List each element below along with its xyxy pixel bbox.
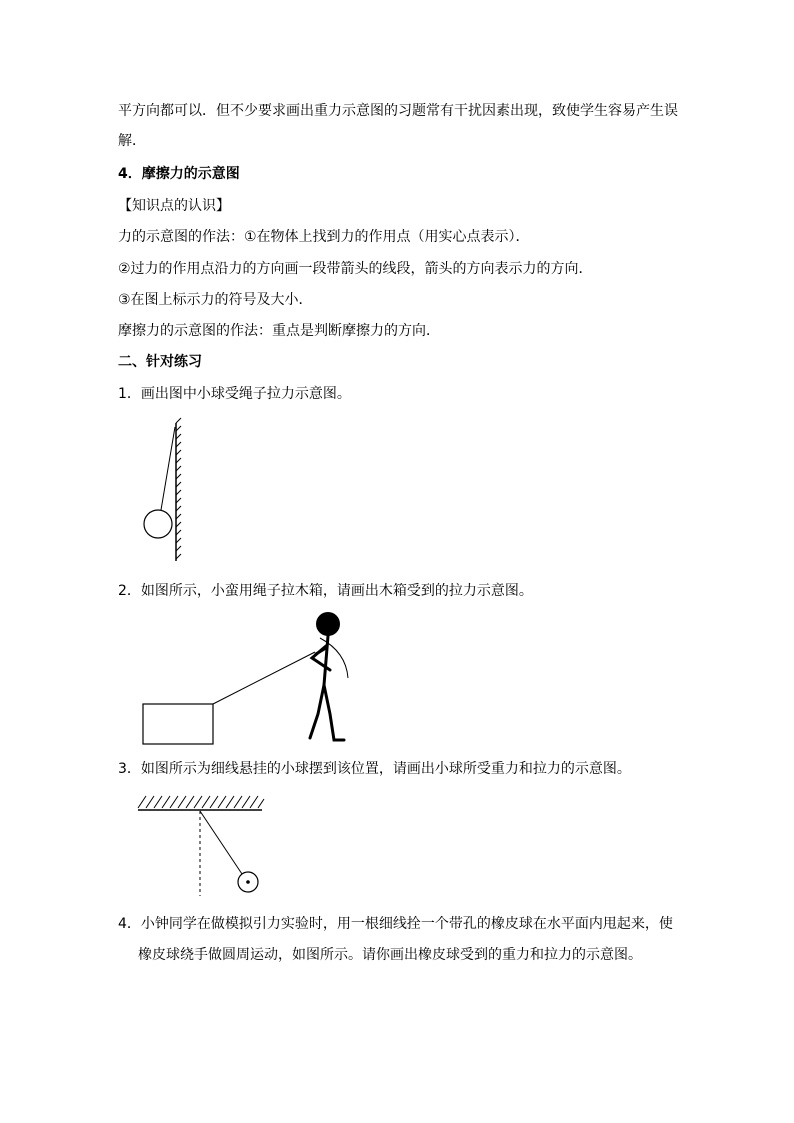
method-line: 力的示意图的作法：①在物体上找到力的作用点（用实心点表示）． (118, 229, 530, 245)
question-3: 3．如图所示为细线悬挂的小球摆到该位置，请画出小球所受重力和拉力的示意图。 (118, 761, 631, 777)
friction-method-line: 摩擦力的示意图的作法：重点是判断摩擦力的方向． (118, 323, 440, 339)
question-4-line-1: 4．小钟同学在做模拟引力实验时，用一根细线拴一个带孔的橡皮球在水平面内甩起来，使 (118, 916, 673, 932)
method-step-2: ②过力的作用点沿力的方向画一段带箭头的线段，箭头的方向表示力的方向． (118, 261, 593, 277)
method-step-3: ③在图上标示力的符号及大小． (118, 292, 313, 308)
question-2: 2．如图所示，小蛮用绳子拉木箱，请画出木箱受到的拉力示意图。 (118, 583, 533, 599)
intro-line-1: 平方向都可以．但不少要求画出重力示意图的习题常有干扰因素出现，致使学生容易产生误 (118, 103, 678, 119)
figure-3-pendulum (136, 790, 266, 900)
question-1: 1．画出图中小球受绳子拉力示意图。 (118, 386, 351, 402)
section-4-heading: 4．摩擦力的示意图 (118, 166, 240, 182)
question-4-line-2: 橡皮球绕手做圆周运动，如图所示。请你画出橡皮球受到的重力和拉力的示意图。 (138, 947, 642, 963)
figure-1-ball-on-wall (130, 415, 190, 565)
knowledge-tag: 【知识点的认识】 (118, 198, 230, 214)
intro-line-2: 解． (118, 133, 146, 149)
figure-2-person-pulling-box (140, 610, 360, 750)
practice-heading: 二、针对练习 (118, 354, 202, 370)
